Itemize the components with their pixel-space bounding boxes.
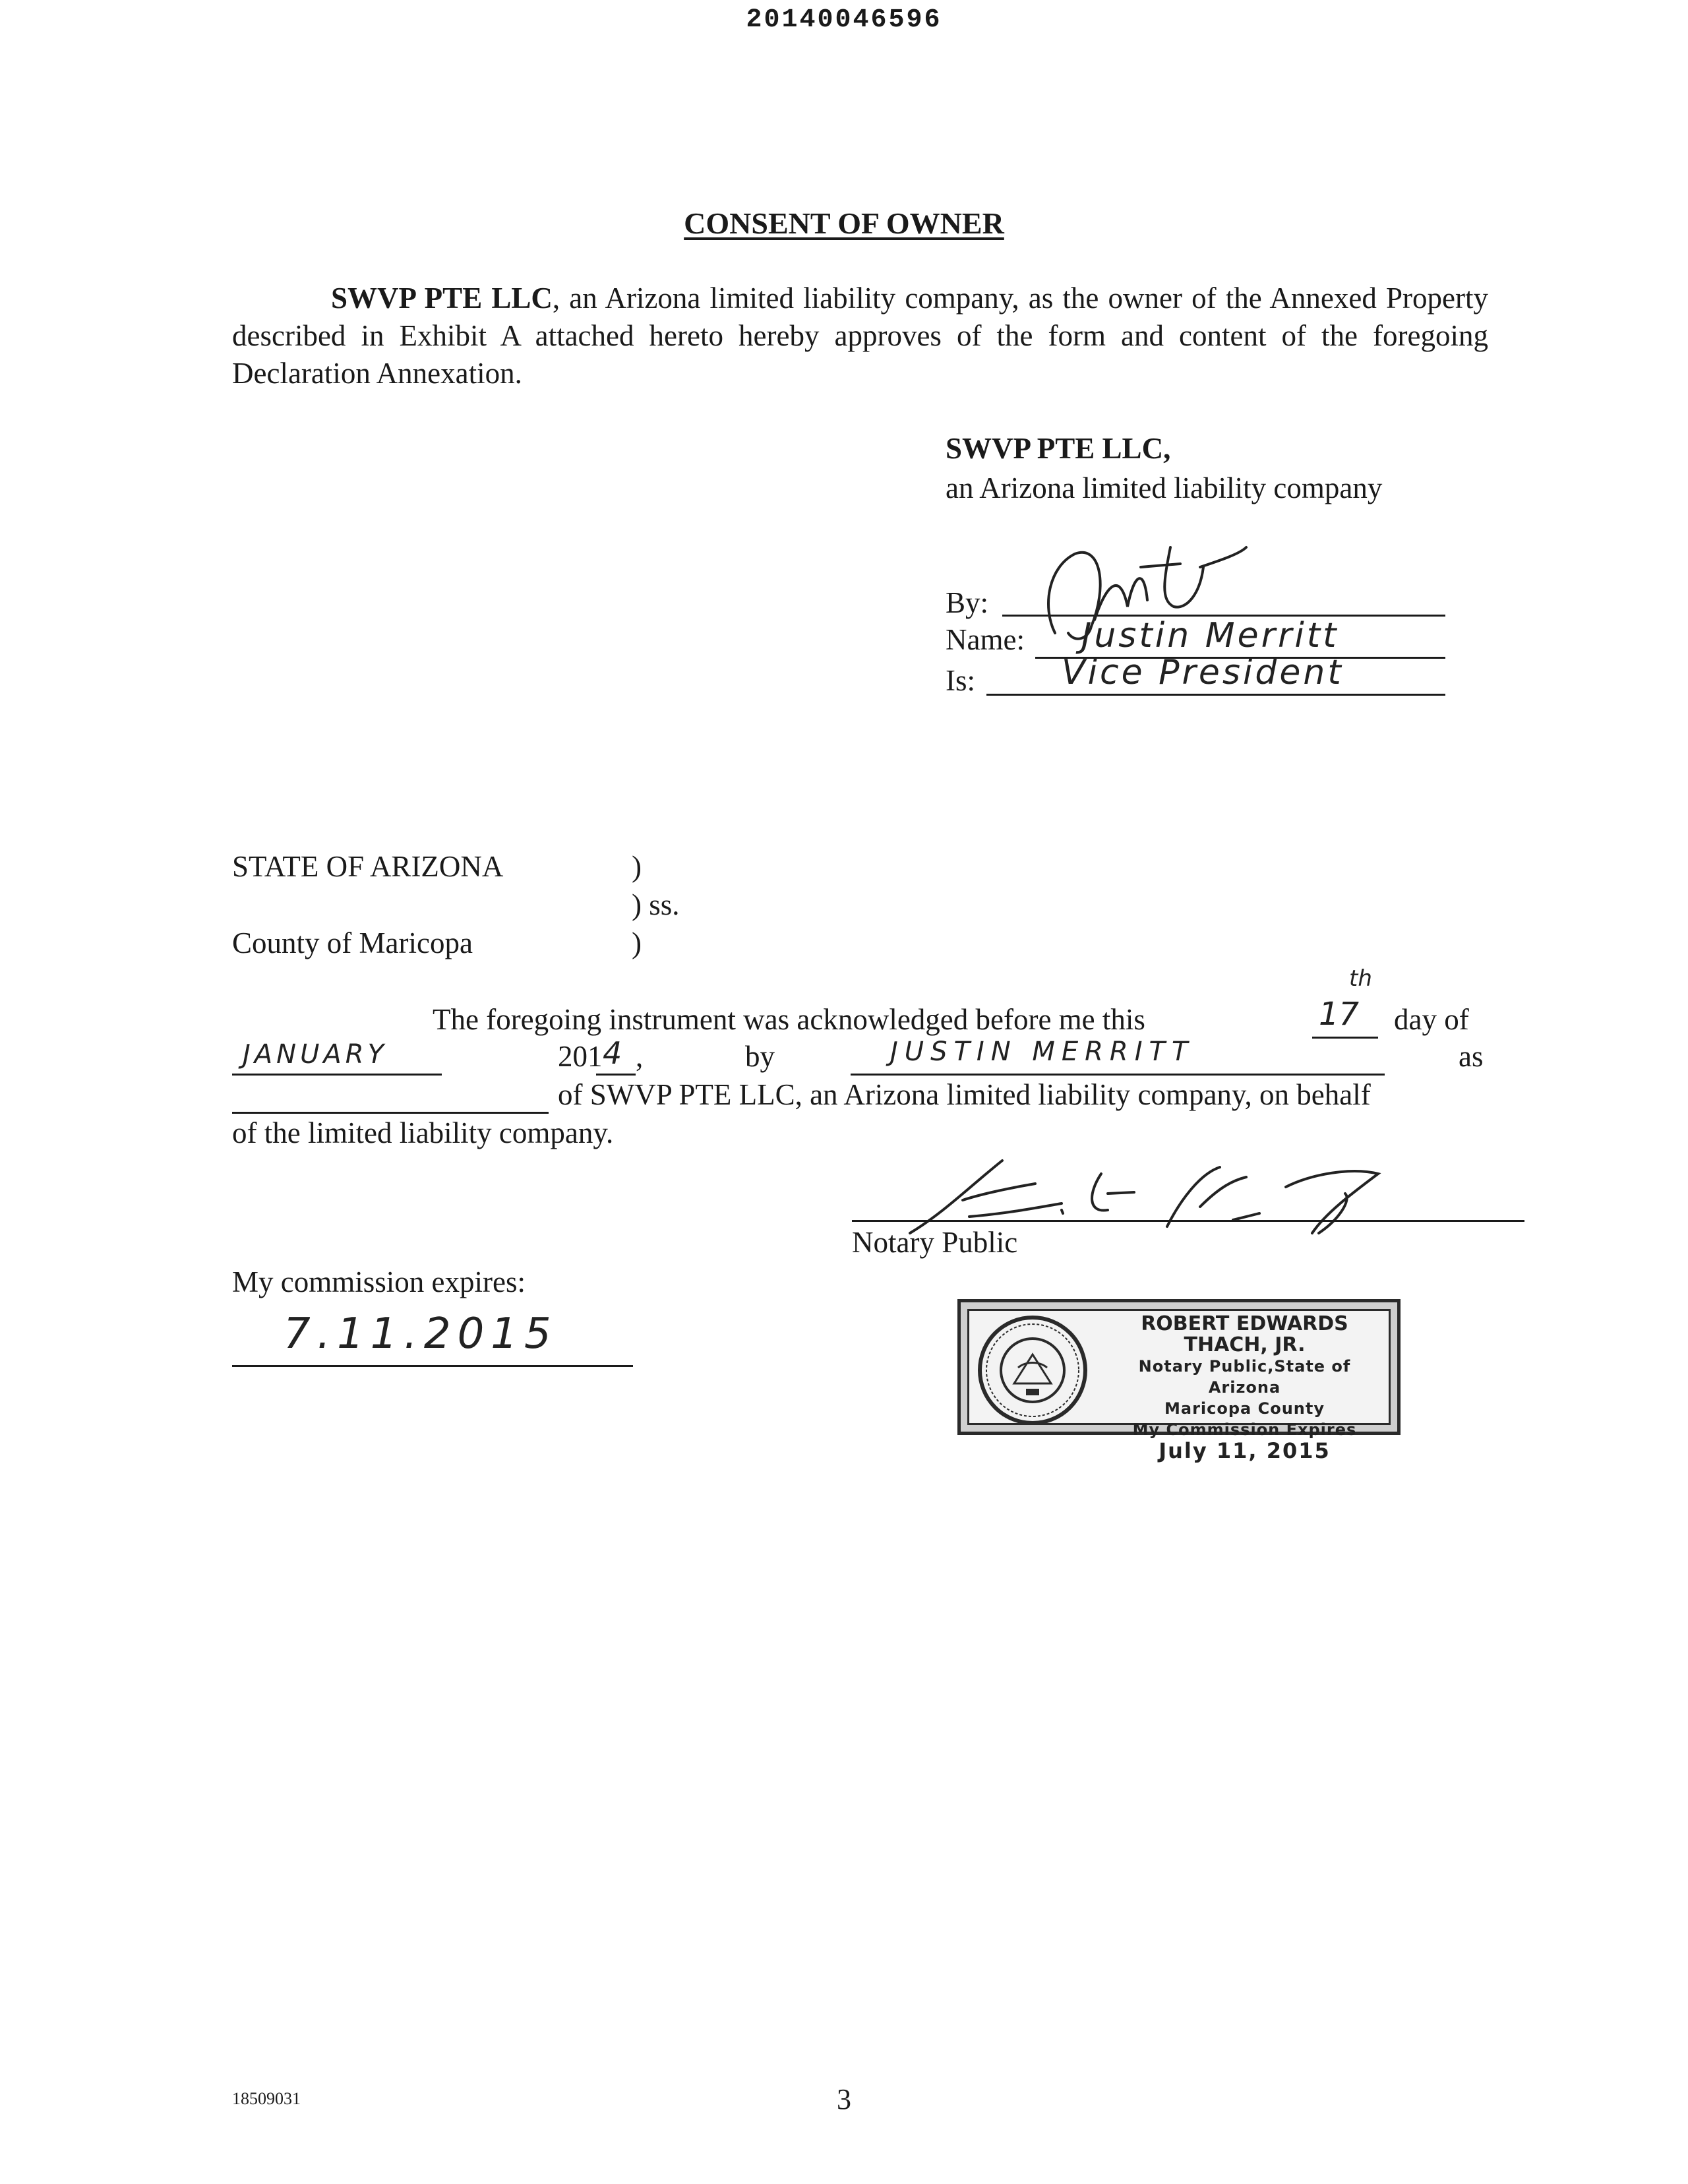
commission-label: My commission expires:: [232, 1265, 526, 1298]
venue-ss: ) ss.: [632, 888, 680, 921]
commission-line: [232, 1365, 633, 1367]
by-label: By:: [946, 586, 989, 619]
signatory-company: SWVP PTE LLC,: [946, 432, 1171, 465]
seal-line-5: July 11, 2015: [1159, 1438, 1331, 1463]
document-title-text: CONSENT OF OWNER: [684, 206, 1004, 240]
recording-number: 20140046596: [746, 5, 942, 35]
intro-paragraph: [232, 280, 1488, 392]
seal-line-2: Notary Public,State of Arizona: [1138, 1357, 1351, 1397]
venue-paren-3: ): [632, 926, 642, 959]
ack-line-4: of the limited liability company.: [232, 1116, 614, 1149]
name-handwritten: Justin Merritt: [1081, 616, 1339, 655]
is-label: Is:: [946, 664, 975, 697]
day-suffix-handwritten: th: [1349, 965, 1372, 992]
ack-line-3: of SWVP PTE LLC, an Arizona limited liability company, on behalf: [558, 1078, 1371, 1111]
is-line: [986, 694, 1445, 696]
day-line: [1312, 1037, 1378, 1039]
year-prefix: 201: [558, 1040, 603, 1073]
person-handwritten: JUSTIN MERRITT: [890, 1037, 1195, 1067]
ack-by: by: [745, 1040, 775, 1073]
ack-lead: The foregoing instrument was acknowledged before me this: [433, 1003, 1145, 1036]
venue-paren-1: ): [632, 850, 642, 883]
signatory-description: an Arizona limited liability company: [946, 471, 1383, 504]
venue-state: STATE OF ARIZONA: [232, 850, 504, 883]
year-comma: ,: [636, 1040, 644, 1073]
month-handwritten: JANUARY: [243, 1039, 388, 1070]
commission-handwritten: 7.11.2015: [284, 1310, 558, 1358]
ack-day-of: day of: [1394, 1003, 1469, 1036]
seal-text: [1104, 1314, 1385, 1461]
notary-label: Notary Public: [852, 1226, 1018, 1259]
ack-as: as: [1459, 1040, 1484, 1073]
intro-text: , an Arizona limited liability company, as the owner of the Annexed Property described in Exhibit A attached hereto hereby approves of the form and content of the foregoing Declaration Annexation.: [232, 282, 1488, 390]
seal-line-3: Maricopa County: [1164, 1399, 1325, 1418]
seal-line-1: ROBERT EDWARDS THACH, JR.: [1141, 1312, 1348, 1356]
title-handwritten: Vice President: [1062, 653, 1344, 692]
document-title: [0, 206, 1688, 241]
capacity-line: [232, 1112, 549, 1114]
name-label: Name:: [946, 623, 1025, 656]
year-line: [596, 1074, 636, 1076]
year-handwritten: 4: [603, 1035, 622, 1071]
notary-signature-line: [852, 1220, 1524, 1222]
venue-county: County of Maricopa: [232, 926, 473, 959]
page-number: 3: [837, 2083, 851, 2115]
month-line: [232, 1074, 442, 1076]
day-handwritten: 17: [1319, 996, 1360, 1033]
state-seal-emblem: [973, 1315, 1092, 1426]
person-line: [851, 1074, 1385, 1076]
seal-line-4: My Commission Expires: [1132, 1420, 1357, 1439]
intro-company: SWVP PTE LLC: [331, 282, 553, 315]
notary-seal: [957, 1299, 1401, 1463]
document-id: 18509031: [232, 2089, 301, 2108]
